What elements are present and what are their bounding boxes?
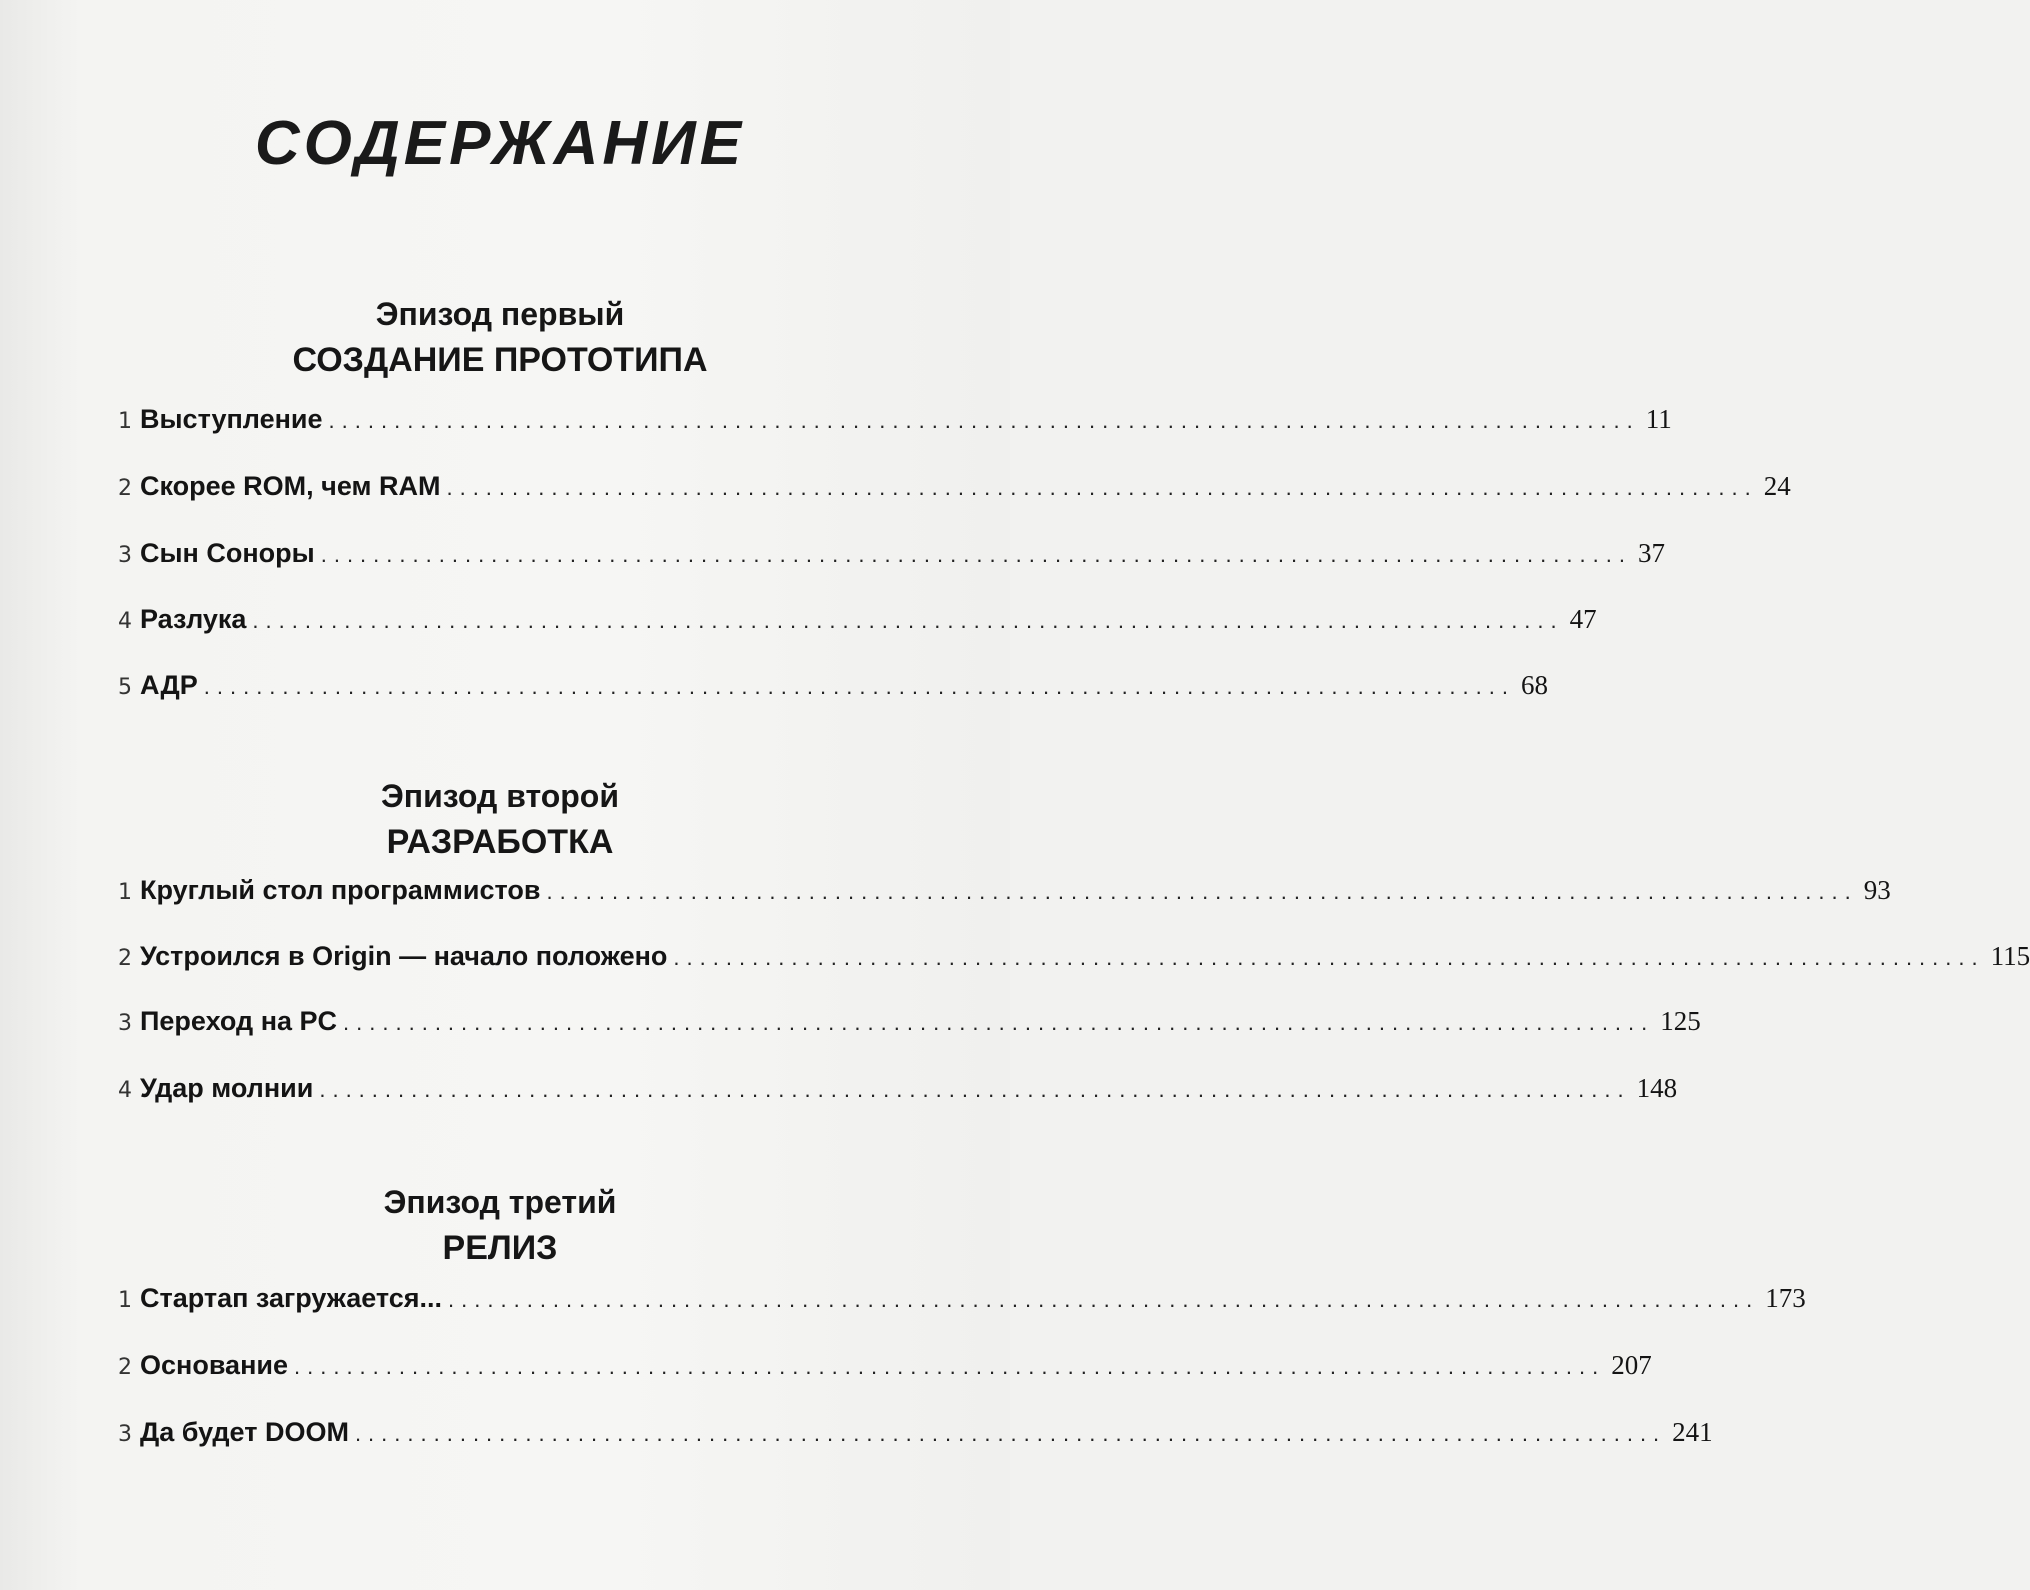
episode-heading-2: [0, 774, 1000, 866]
chapter-title: Круглый стол программистов: [140, 875, 541, 905]
chapter-number: 1: [118, 880, 132, 905]
page-number: 125: [1660, 1006, 1701, 1036]
page-number: 241: [1672, 1417, 1713, 1447]
toc-entry: [118, 875, 1891, 915]
page-number: 207: [1611, 1350, 1652, 1380]
dot-leader: ....................................................................................................: [546, 879, 1858, 904]
chapter-number: 1: [118, 409, 132, 434]
episode-name: РЕЛИЗ: [442, 1229, 558, 1267]
chapter-title: Разлука: [140, 604, 247, 634]
toc-entry: [118, 1283, 1806, 1323]
toc-entry: [118, 1417, 1713, 1457]
episode-name: СОЗДАНИЕ ПРОТОТИПА: [292, 341, 708, 379]
dot-leader: ....................................................................................................: [673, 945, 1985, 970]
page-number: 115: [1990, 941, 2030, 971]
page-number: 47: [1569, 604, 1597, 634]
chapter-number: 3: [118, 543, 132, 568]
page-number: 37: [1637, 538, 1665, 568]
episode-label: Эпизод второй: [380, 778, 619, 814]
toc-entry: [118, 538, 1665, 578]
chapter-title: Сын Соноры: [140, 538, 315, 568]
dot-leader: ....................................................................................................: [320, 542, 1632, 567]
dot-leader: ....................................................................................................: [294, 1354, 1606, 1379]
chapter-title: Устроился в Origin — начало положено: [140, 941, 668, 971]
episode-name: РАЗРАБОТКА: [386, 823, 614, 861]
toc-entry: [118, 404, 1672, 444]
toc-entry: [118, 670, 1548, 710]
toc-entry: [118, 471, 1791, 511]
page-number: 93: [1863, 875, 1891, 905]
chapter-number: 1: [118, 1288, 132, 1313]
dot-leader: ....................................................................................................: [319, 1077, 1631, 1102]
chapter-number: 2: [118, 946, 132, 971]
dot-leader: ....................................................................................................: [252, 608, 1564, 633]
page-number: 173: [1765, 1283, 1806, 1313]
dot-leader: ....................................................................................................: [354, 1421, 1667, 1446]
chapter-title: Да будет DOOM: [140, 1417, 349, 1447]
chapter-number: 4: [118, 609, 132, 634]
dot-leader: ....................................................................................................: [446, 475, 1758, 500]
chapter-number: 5: [118, 675, 132, 700]
toc-entry: [118, 1006, 1701, 1046]
dot-leader: ....................................................................................................: [203, 674, 1515, 699]
chapter-title: Основание: [140, 1350, 288, 1380]
chapter-number: 3: [118, 1422, 132, 1447]
toc-entry: [118, 1073, 1678, 1113]
chapter-title: Стартап загружается...: [140, 1283, 443, 1313]
page-number: 24: [1763, 471, 1791, 501]
chapter-title: Выступление: [140, 404, 323, 434]
chapter-title: АДР: [140, 670, 198, 700]
episode-label: Эпизод первый: [375, 296, 625, 332]
chapter-title: Скорее ROM, чем RAM: [140, 471, 441, 501]
chapter-number: 4: [118, 1078, 132, 1103]
dot-leader: ....................................................................................................: [328, 408, 1640, 433]
toc-entry: [118, 604, 1597, 644]
page-title: СОДЕРЖАНИЕ: [254, 109, 746, 178]
chapter-number: 3: [118, 1011, 132, 1036]
episode-heading-3: [0, 1180, 1000, 1272]
toc-entry: [118, 1350, 1652, 1390]
chapter-title: Переход на PC: [140, 1006, 338, 1036]
chapter-number: 2: [118, 476, 132, 501]
chapter-title: Удар молнии: [140, 1073, 314, 1103]
page-number: 11: [1645, 404, 1672, 434]
page-number: 148: [1636, 1073, 1678, 1103]
episode-heading-1: [0, 292, 1000, 384]
page-number: 68: [1520, 670, 1548, 700]
chapter-number: 2: [118, 1355, 132, 1380]
toc-entry: [118, 941, 2030, 981]
dot-leader: ....................................................................................................: [343, 1010, 1655, 1035]
episode-label: Эпизод третий: [383, 1184, 617, 1220]
dot-leader: ....................................................................................................: [448, 1287, 1760, 1312]
